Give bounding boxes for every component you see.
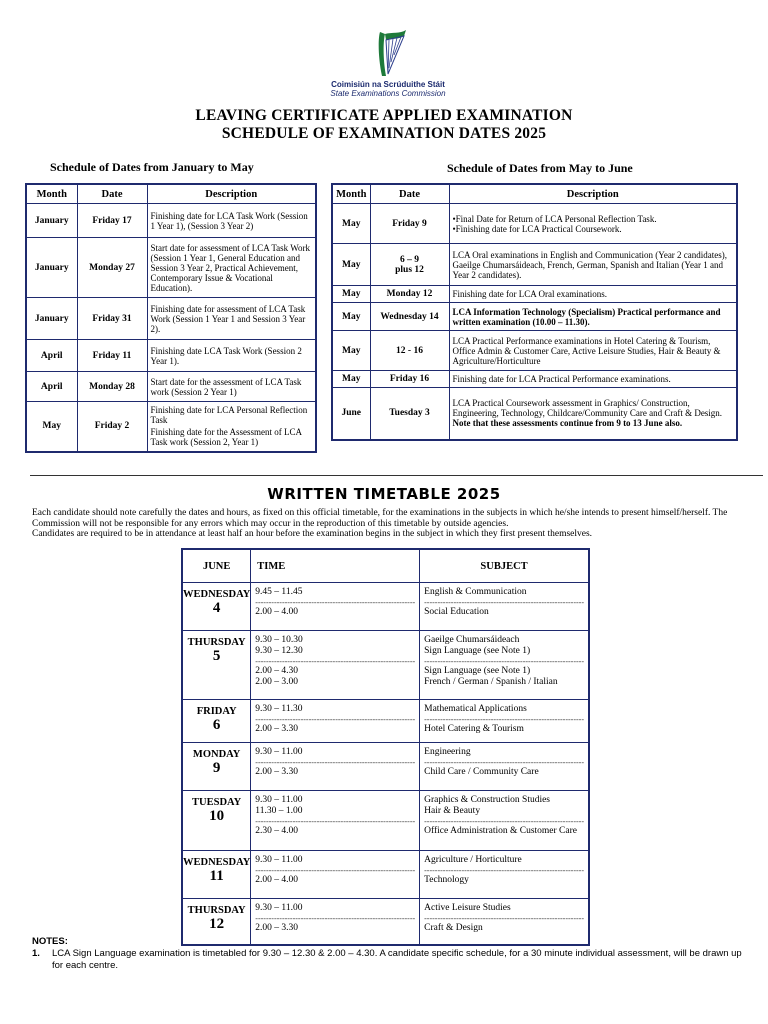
row-date: Monday 28 — [77, 372, 147, 402]
row-description-note: Note that these assessments continue from 9 to 13 June also. — [452, 418, 683, 429]
separator-line: ------------------------------------------------------------ — [424, 866, 584, 875]
row-month: April — [26, 340, 77, 372]
row-description: LCA Oral examinations in English and Communication (Year 2 candidates), Gaeilge Chumarsáideach, French, German, Spanish and Italian (Year 1 and Year 2 candidates). — [449, 244, 737, 286]
time-cell — [251, 743, 420, 791]
exam-time: 2.00 – 4.00 — [255, 875, 299, 885]
timetable-day-row — [182, 791, 589, 851]
written-timetable-title: WRITTEN TIMETABLE 2025 — [267, 485, 501, 503]
exam-subject: Hotel Catering & Tourism — [424, 724, 524, 734]
row-description: LCA Information Technology (Specialism) Practical performance and written examination (10.00 – 11.30). — [449, 303, 737, 331]
row-month: January — [26, 238, 77, 298]
row-description — [147, 402, 316, 452]
exam-time: 9.30 – 12.30 — [255, 646, 303, 656]
separator-line: ------------------------------------------------------------ — [255, 715, 416, 724]
subject-cell — [420, 743, 589, 791]
row-date: Monday 27 — [77, 238, 147, 298]
exam-time: 9.30 – 11.00 — [255, 795, 303, 805]
logo-english-text: State Examinations Commission — [330, 89, 446, 98]
intro-paragraph: Each candidate should note carefully the dates and hours, as fixed on this official timetable, for the examinations in the subjects in which he/she intends to present himself/herself. The Commission will not be responsible for any errors which may occur in the reproduction of this timetable by outside agencies. — [32, 508, 728, 529]
note-text: LCA Sign Language examination is timetabled for 9.30 – 12.30 & 2.00 – 4.30. A candidate specific schedule, for a 30 minute individual assessment, will be drawn up for each centre. — [52, 948, 742, 971]
separator-line: ------------------------------------------------------------ — [255, 817, 416, 826]
logo-irish-text: Coimisiún na Scrúduithe Stáit — [331, 80, 445, 89]
row-month: January — [26, 298, 77, 340]
row-description: Finishing date for LCA Task Work (Session 1 Year 1), (Session 3 Year 2) — [147, 204, 316, 238]
separator-line: ------------------------------------------------------------ — [255, 866, 416, 875]
exam-subject: Sign Language (see Note 1) — [424, 646, 531, 656]
subject-cell — [420, 631, 589, 700]
row-description-line: •Final Date for Return of LCA Personal Reflection Task. — [452, 213, 657, 224]
day-cell — [182, 743, 251, 791]
row-month: May — [332, 371, 370, 388]
row-date: Friday 11 — [77, 340, 147, 372]
row-description-line: LCA Practical Coursework assessment in Graphics/ Construction, Engineering, Technology, Childcare/Community Care and Craft & Design. — [452, 398, 723, 419]
table-row — [26, 204, 316, 238]
row-date: Friday 17 — [77, 204, 147, 238]
table-row — [26, 298, 316, 340]
sec-logo — [318, 28, 458, 108]
day-cell — [182, 851, 251, 899]
row-month: May — [332, 286, 370, 303]
table-row — [26, 238, 316, 298]
day-cell — [182, 791, 251, 851]
exam-subject: English & Communication — [424, 587, 527, 597]
row-description-line: •Finishing date for LCA Practical Coursework. — [452, 223, 622, 234]
row-date: Wednesday 14 — [370, 303, 449, 331]
col-description: Description — [449, 184, 737, 204]
col-june: JUNE — [182, 549, 251, 583]
separator-line: ------------------------------------------------------------ — [424, 914, 584, 923]
day-cell — [182, 583, 251, 631]
table-header-row — [182, 549, 589, 583]
separator-line: ------------------------------------------------------------ — [424, 657, 584, 666]
exam-time: 2.30 – 4.00 — [255, 826, 299, 836]
timetable-day-row — [182, 631, 589, 700]
left-schedule-table — [25, 183, 317, 453]
table-row — [332, 286, 737, 303]
row-date-line: 6 – 9 — [400, 254, 419, 265]
separator-line: ------------------------------------------------------------ — [424, 758, 584, 767]
time-cell — [251, 851, 420, 899]
main-title-line1: LEAVING CERTIFICATE APPLIED EXAMINATION — [195, 107, 573, 124]
timetable-day-row — [182, 743, 589, 791]
row-month: May — [332, 204, 370, 244]
exam-subject: French / German / Spanish / Italian — [424, 677, 558, 687]
row-date — [370, 244, 449, 286]
row-description: Finishing date LCA Task Work (Session 2 Year 1). — [147, 340, 316, 372]
day-cell — [182, 700, 251, 743]
row-description: Finishing date for LCA Practical Performance examinations. — [449, 371, 737, 388]
time-cell — [251, 583, 420, 631]
row-description: Finishing date for LCA Oral examinations. — [449, 286, 737, 303]
subject-cell — [420, 700, 589, 743]
section-divider — [30, 475, 763, 476]
row-month: May — [332, 331, 370, 371]
separator-line: ------------------------------------------------------------ — [424, 715, 584, 724]
note-number: 1. — [32, 948, 40, 959]
table-row — [332, 204, 737, 244]
exam-subject: Mathematical Applications — [424, 704, 527, 714]
right-schedule-heading: Schedule of Dates from May to June — [447, 161, 633, 175]
row-description: Finishing date for assessment of LCA Task Work (Session 1 Year 1 and Session 3 Year 2). — [147, 298, 316, 340]
day-name: THURSDAY — [187, 905, 246, 916]
main-title-line2: SCHEDULE OF EXAMINATION DATES 2025 — [221, 125, 547, 142]
table-row — [26, 402, 316, 452]
subject-cell — [420, 791, 589, 851]
row-month: January — [26, 204, 77, 238]
time-cell — [251, 700, 420, 743]
day-name: WEDNESDAY — [183, 857, 251, 868]
day-name: MONDAY — [192, 749, 241, 760]
day-name: TUESDAY — [192, 797, 242, 808]
row-date: Monday 12 — [370, 286, 449, 303]
table-row — [332, 303, 737, 331]
table-row — [332, 331, 737, 371]
exam-subject: Graphics & Construction Studies — [424, 795, 551, 805]
intro-paragraph: Candidates are required to be in attendance at least half an hour before the examination begins in the subject in which they first present themselves. — [32, 529, 593, 539]
day-name: WEDNESDAY — [183, 589, 251, 600]
row-description: Start date for assessment of LCA Task Work (Session 1 Year 1, General Education and Session 3 Year 2, Practical Achievement, Contemporary Issue & Vocational Education). — [147, 238, 316, 298]
timetable-day-row — [182, 700, 589, 743]
exam-subject: Hair & Beauty — [424, 806, 481, 816]
left-schedule-heading: Schedule of Dates from January to May — [50, 160, 254, 174]
day-number: 6 — [212, 717, 221, 733]
separator-line: ------------------------------------------------------------ — [424, 598, 584, 607]
row-description: LCA Practical Performance examinations in Hotel Catering & Tourism, Office Admin & Customer Care, Active Leisure Studies, Hair & Beauty & Agriculture/Horticulture — [449, 331, 737, 371]
col-month: Month — [26, 184, 77, 204]
table-header-row — [332, 184, 737, 204]
exam-time: 9.30 – 10.30 — [255, 635, 303, 645]
exam-time: 9.30 – 11.00 — [255, 855, 303, 865]
row-date: Friday 16 — [370, 371, 449, 388]
row-description — [449, 204, 737, 244]
exam-time: 9.45 – 11.45 — [255, 587, 303, 597]
table-row — [26, 372, 316, 402]
day-name: FRIDAY — [196, 706, 237, 717]
col-month: Month — [332, 184, 370, 204]
separator-line: ------------------------------------------------------------ — [255, 657, 416, 666]
exam-time: 2.00 – 4.30 — [255, 666, 299, 676]
exam-time: 9.30 – 11.00 — [255, 903, 303, 913]
note-item — [32, 948, 752, 972]
exam-subject: Active Leisure Studies — [424, 903, 511, 913]
time-cell — [251, 791, 420, 851]
row-description — [449, 388, 737, 440]
exam-subject: Agriculture / Horticulture — [424, 855, 522, 865]
notes-heading: NOTES: — [32, 936, 68, 947]
day-number: 12 — [209, 916, 225, 932]
day-name: THURSDAY — [187, 637, 246, 648]
day-number: 9 — [212, 760, 221, 776]
exam-time: 2.00 – 3.00 — [255, 677, 299, 687]
separator-line: ------------------------------------------------------------ — [424, 817, 584, 826]
exam-subject: Craft & Design — [424, 923, 483, 933]
exam-time: 9.30 – 11.30 — [255, 704, 303, 714]
exam-time: 2.00 – 3.30 — [255, 923, 299, 933]
separator-line: ------------------------------------------------------------ — [255, 758, 416, 767]
row-month: May — [332, 303, 370, 331]
col-time: TIME — [251, 549, 420, 583]
exam-time: 2.00 – 3.30 — [255, 724, 299, 734]
exam-subject: Office Administration & Customer Care — [424, 826, 577, 836]
exam-time: 9.30 – 11.00 — [255, 747, 303, 757]
row-date: 12 - 16 — [370, 331, 449, 371]
subject-cell — [420, 851, 589, 899]
day-number: 4 — [212, 600, 221, 616]
row-month: June — [332, 388, 370, 440]
row-date-line: plus 12 — [395, 264, 424, 275]
exam-subject: Sign Language (see Note 1) — [424, 666, 531, 676]
exam-time: 2.00 – 3.30 — [255, 767, 299, 777]
col-date: Date — [370, 184, 449, 204]
row-description: Start date for the assessment of LCA Task work (Session 2 Year 1) — [147, 372, 316, 402]
row-description-line: Finishing date for the Assessment of LCA Task work (Session 2, Year 1) — [150, 427, 302, 448]
row-month: May — [332, 244, 370, 286]
row-month: May — [26, 402, 77, 452]
separator-line: ------------------------------------------------------------ — [255, 914, 416, 923]
harp-icon — [358, 28, 418, 80]
day-cell — [182, 631, 251, 700]
exam-subject: Child Care / Community Care — [424, 767, 539, 777]
exam-subject: Gaeilge Chumarsáideach — [424, 635, 520, 645]
col-date: Date — [77, 184, 147, 204]
exam-time: 11.30 – 1.00 — [255, 806, 303, 816]
table-row — [332, 371, 737, 388]
row-date: Tuesday 3 — [370, 388, 449, 440]
timetable-day-row — [182, 583, 589, 631]
separator-line: ------------------------------------------------------------ — [255, 598, 416, 607]
timetable-day-row — [182, 851, 589, 899]
notes-section — [32, 936, 752, 972]
time-cell — [251, 631, 420, 700]
col-description: Description — [147, 184, 316, 204]
right-schedule-table — [331, 183, 738, 441]
timetable-body — [182, 583, 589, 945]
written-timetable-table — [181, 548, 590, 946]
row-date: Friday 2 — [77, 402, 147, 452]
row-month: April — [26, 372, 77, 402]
table-header-row — [26, 184, 316, 204]
exam-subject: Engineering — [424, 747, 471, 757]
exam-time: 2.00 – 4.00 — [255, 607, 299, 617]
table-row — [332, 388, 737, 440]
row-description-line: Finishing date for LCA Personal Reflection Task — [150, 405, 308, 426]
day-number: 11 — [209, 868, 224, 884]
col-subject: SUBJECT — [420, 549, 589, 583]
table-row — [26, 340, 316, 372]
day-number: 10 — [209, 808, 225, 824]
row-date: Friday 31 — [77, 298, 147, 340]
row-date: Friday 9 — [370, 204, 449, 244]
table-row — [332, 244, 737, 286]
exam-subject: Social Education — [424, 607, 489, 617]
exam-subject: Technology — [424, 875, 469, 885]
written-intro — [32, 508, 752, 540]
day-number: 5 — [212, 648, 221, 664]
subject-cell — [420, 583, 589, 631]
